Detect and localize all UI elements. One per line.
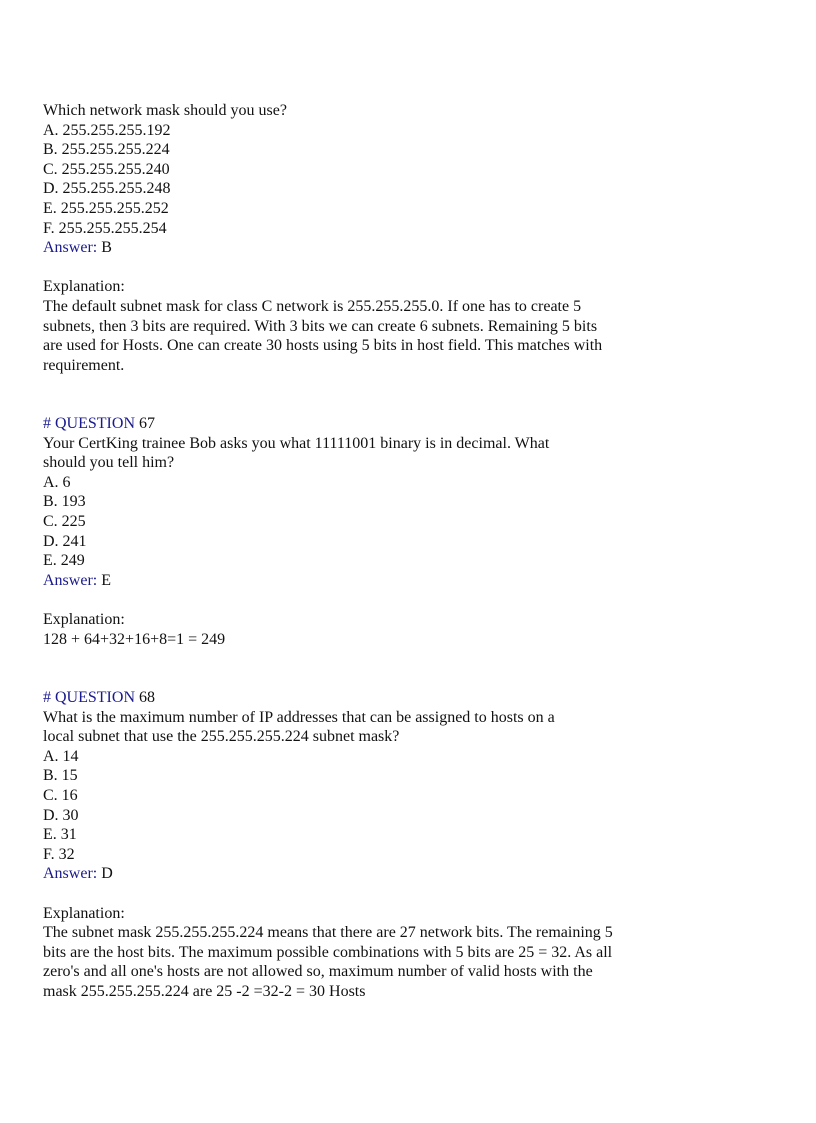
explanation-label: Explanation: [43,904,125,922]
question-block-previous [43,101,602,375]
explanation-line: bits are the host bits. The maximum possible combinations with 5 bits are 25 = 32. As all [43,943,613,961]
option-e: E. 249 [43,552,85,570]
explanation-line: zero's and all one's hosts are not allowed so, maximum number of valid hosts with the [43,963,593,981]
question-heading-prefix: # QUESTION [43,689,135,706]
answer-value: E [101,571,111,589]
option-a: A. 6 [43,473,71,491]
question-number: 68 [139,689,155,706]
option-c: C. 225 [43,512,86,530]
option-f: F. 255.255.255.254 [43,219,167,237]
question-number: 67 [139,415,155,432]
question-block-67 [43,414,549,649]
answer-line [43,571,549,591]
question-stem: Which network mask should you use? [43,102,287,119]
explanation-label: Explanation: [43,610,125,628]
explanation-line: The subnet mask 255.255.255.224 means that there are 27 network bits. The remaining 5 [43,924,613,942]
option-f: F. 32 [43,845,75,863]
question-block-68 [43,688,613,1002]
explanation-line: 128 + 64+32+16+8=1 = 249 [43,630,226,648]
question-stem: What is the maximum number of IP addresses that can be assigned to hosts on a [43,708,555,726]
option-b: B. 193 [43,493,86,511]
option-b: B. 15 [43,767,78,785]
option-c: C. 16 [43,786,78,804]
answer-line [43,238,602,258]
answer-value: D [101,865,113,883]
answer-label: Answer: [43,239,98,257]
question-stem: Your CertKing trainee Bob asks you what 11111001 binary is in decimal. What [43,434,550,452]
option-a: A. 255.255.255.192 [43,121,171,139]
answer-line [43,864,613,884]
question-heading-prefix: # QUESTION [43,415,135,432]
option-c: C. 255.255.255.240 [43,160,170,178]
explanation-line: requirement. [43,356,125,374]
explanation-line: are used for Hosts. One can create 30 hosts using 5 bits in host field. This matches with [43,337,603,355]
explanation-label: Explanation: [43,278,125,296]
option-e: E. 31 [43,826,77,844]
explanation-line: mask 255.255.255.224 are 25 -2 =32-2 = 30 Hosts [43,982,366,1000]
option-d: D. 30 [43,806,79,824]
option-a: A. 14 [43,747,79,765]
option-b: B. 255.255.255.224 [43,141,170,159]
question-stem: local subnet that use the 255.255.255.224 subnet mask? [43,728,400,746]
question-heading [43,414,549,434]
option-d: D. 255.255.255.248 [43,180,171,198]
explanation-line: The default subnet mask for class C network is 255.255.255.0. If one has to create 5 [43,297,582,315]
option-e: E. 255.255.255.252 [43,199,169,217]
question-stem: should you tell him? [43,454,175,472]
option-d: D. 241 [43,532,87,550]
answer-label: Answer: [43,571,98,589]
answer-value: B [101,239,112,257]
answer-label: Answer: [43,865,98,883]
question-heading [43,688,613,708]
explanation-line: subnets, then 3 bits are required. With 3 bits we can create 6 subnets. Remaining 5 bits [43,317,598,335]
